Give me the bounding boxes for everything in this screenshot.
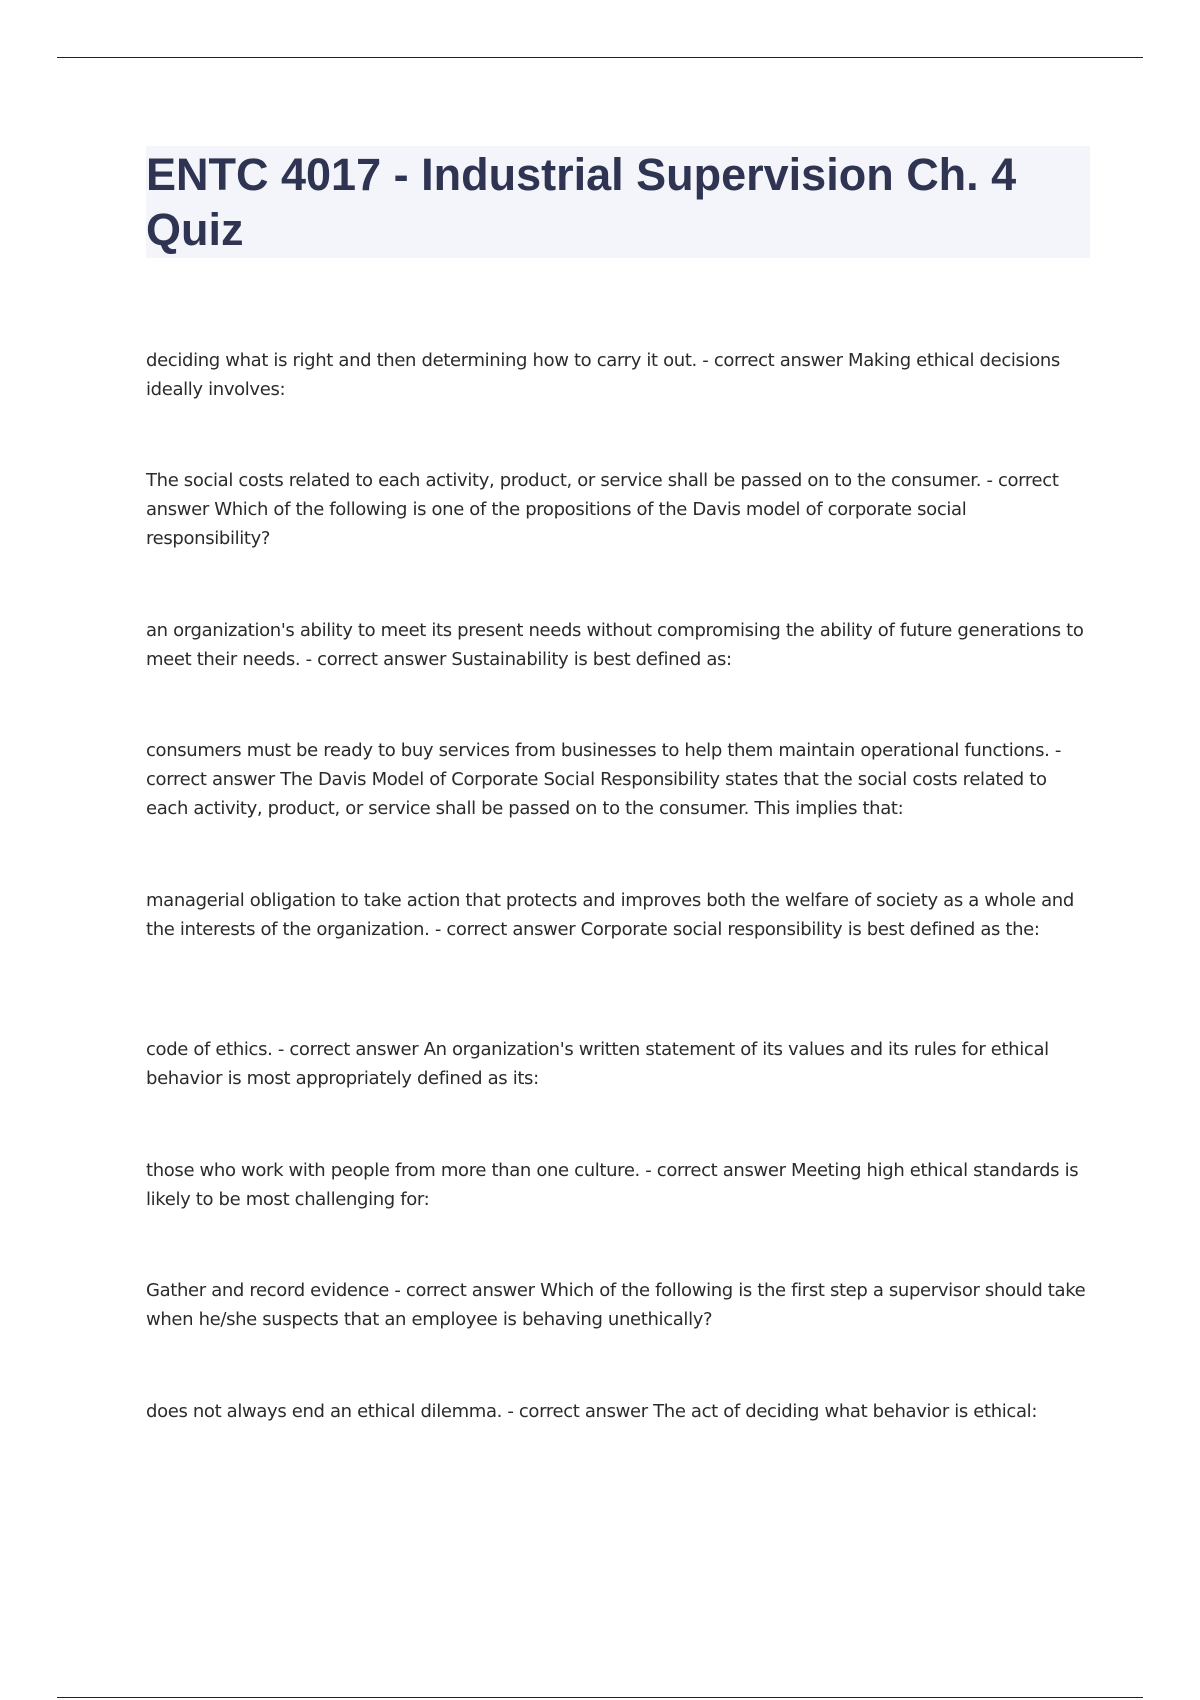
page-title: ENTC 4017 - Industrial Supervision Ch. 4 Quiz xyxy=(146,149,1017,255)
qa-entry-3: an organization's ability to meet its present needs without compromising the ability of future generations to meet their needs. - correct answer Sustainability is best defined as: xyxy=(146,620,1084,670)
qa-entry-1: deciding what is right and then determining how to carry it out. - correct answer Making ethical decisions ideally involves: xyxy=(146,350,1060,400)
qa-entry-5: managerial obligation to take action that protects and improves both the welfare of society as a whole and the interests of the organization. - correct answer Corporate social responsibility is best defined as the: xyxy=(146,890,1074,940)
qa-entry-8: Gather and record evidence - correct answer Which of the following is the first step a supervisor should take when he/she suspects that an employee is behaving unethically? xyxy=(146,1280,1086,1330)
qa-entry-2: The social costs related to each activity, product, or service shall be passed on to the consumer. - correct answer Which of the following is one of the propositions of the Davis model of corporate social responsibility? xyxy=(146,470,1059,549)
bottom-divider xyxy=(57,1697,1143,1698)
top-divider xyxy=(57,57,1143,58)
qa-entry-7: those who work with people from more than one culture. - correct answer Meeting high ethical standards is likely to be most challenging for: xyxy=(146,1160,1079,1210)
qa-entry-4: consumers must be ready to buy services from businesses to help them maintain operational functions. - correct answer The Davis Model of Corporate Social Responsibility states that the social costs related to each activity, product, or service shall be passed on to the consumer. This implies that: xyxy=(146,740,1061,819)
qa-entry-9: does not always end an ethical dilemma. - correct answer The act of deciding what behavior is ethical: xyxy=(146,1401,1038,1422)
qa-entry-6: code of ethics. - correct answer An organization's written statement of its values and its rules for ethical behavior is most appropriately defined as its: xyxy=(146,1039,1049,1089)
title-banner xyxy=(146,146,1090,258)
